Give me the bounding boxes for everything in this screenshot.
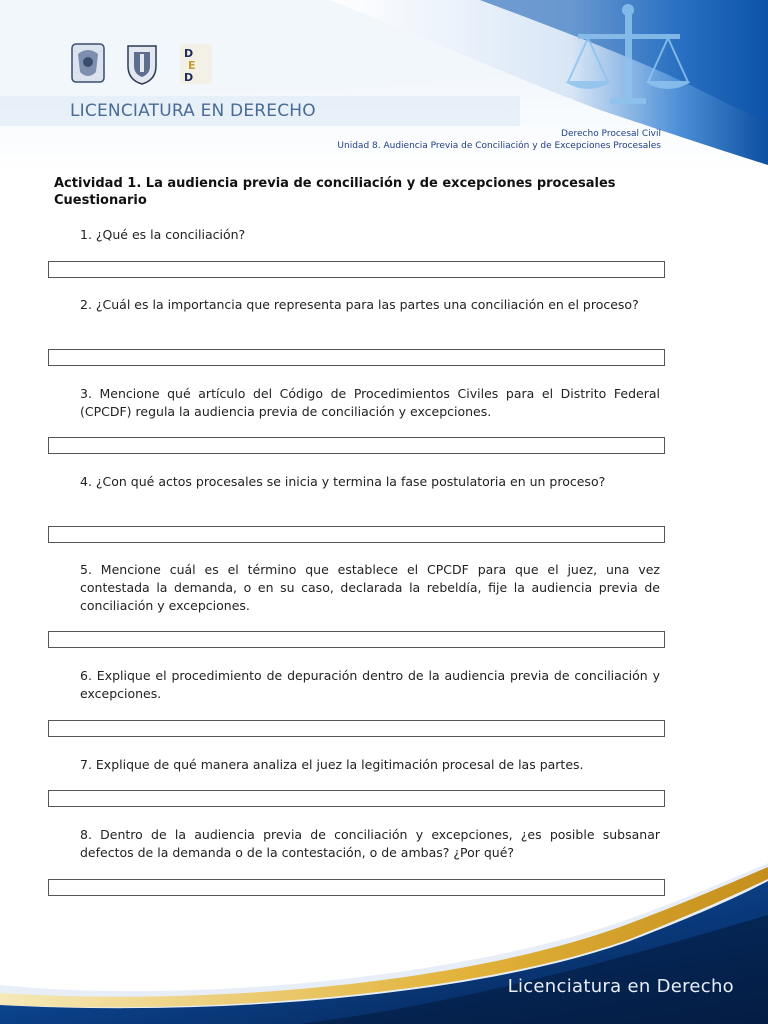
footer-banner	[0, 855, 768, 1024]
unam-crest-icon	[70, 42, 106, 86]
faculty-shield-icon	[124, 42, 160, 86]
ded-logo-letter: E	[188, 59, 196, 72]
question-3: 3. Mencione qué artículo del Código de Procedimientos Civiles para el Distrito Federal (CPCDF) regula la audiencia previa de conciliación y excepciones.	[80, 386, 660, 419]
activity-subtitle: Cuestionario	[54, 193, 147, 208]
ded-logo-letter: D	[184, 71, 194, 84]
answer-field-4[interactable]	[48, 526, 665, 543]
answer-field-7[interactable]	[48, 790, 665, 807]
question-6: 6. Explique el procedimiento de depuración dentro de la audiencia previa de conciliación y excepciones.	[80, 668, 660, 701]
activity-header	[54, 175, 664, 209]
ded-logo-letter: D	[184, 47, 194, 60]
question-5: 5. Mencione cuál es el término que establece el CPCDF para que el juez, una vez contestada la demanda, o en su caso, declarada la rebeldía, fije la audiencia previa de conciliación y excepciones.	[80, 562, 660, 613]
answer-field-5[interactable]	[48, 631, 665, 648]
answer-field-6[interactable]	[48, 720, 665, 737]
unit-name: Unidad 8. Audiencia Previa de Conciliación y de Excepciones Procesales	[337, 141, 661, 151]
question-4: 4. ¿Con qué actos procesales se inicia y termina la fase postulatoria en un proceso?	[80, 474, 606, 489]
question-7: 7. Explique de qué manera analiza el juez la legitimación procesal de las partes.	[80, 757, 584, 772]
subject-name: Derecho Procesal Civil	[561, 129, 661, 139]
answer-field-1[interactable]	[48, 261, 665, 278]
question-2: 2. ¿Cuál es la importancia que representa para las partes una conciliación en el proceso?	[80, 297, 639, 312]
question-8: 8. Dentro de la audiencia previa de conciliación y excepciones, ¿es posible subsanar defectos de la demanda o de la contestación, o de ambas? ¿Por qué?	[80, 827, 660, 860]
footer-title: Licenciatura en Derecho	[507, 976, 734, 997]
answer-field-3[interactable]	[48, 437, 665, 454]
question-1: 1. ¿Qué es la conciliación?	[80, 227, 246, 242]
activity-title: Actividad 1. La audiencia previa de conciliación y de excepciones procesales	[54, 176, 616, 191]
subject-info	[337, 128, 661, 152]
ded-logo-icon	[178, 42, 214, 86]
answer-field-2[interactable]	[48, 349, 665, 366]
institution-logos	[70, 42, 214, 86]
program-title: LICENCIATURA EN DERECHO	[70, 101, 316, 121]
